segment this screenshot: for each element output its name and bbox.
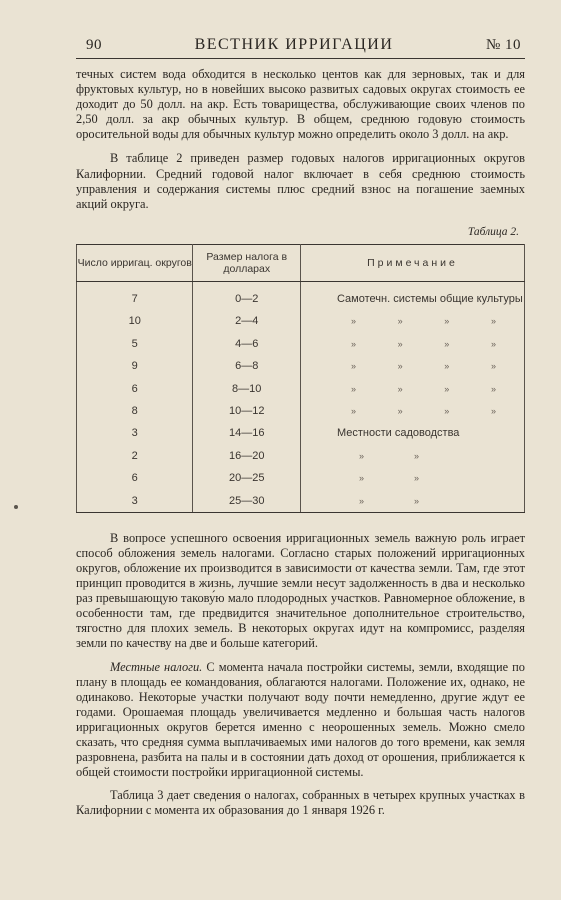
ditto-mark: » (350, 405, 356, 416)
cell-count: 7 (77, 281, 193, 310)
cell-count: 3 (77, 489, 193, 512)
binding-hole-mark (14, 505, 18, 509)
ditto-mark: » (397, 361, 403, 372)
cell-tax: 20—25 (193, 467, 301, 489)
ditto-mark: » (414, 495, 420, 506)
cell-note-ditto (300, 310, 524, 332)
cell-note-ditto (300, 467, 524, 489)
ditto-mark: » (397, 405, 403, 416)
ditto-mark: » (350, 338, 356, 349)
table-row (77, 355, 525, 377)
cell-note-ditto (300, 333, 524, 355)
table-row (77, 281, 525, 310)
paragraph-4 (76, 660, 525, 781)
cell-tax: 2—4 (193, 310, 301, 332)
paragraph-3: В вопросе успешного освоения ирригационных земель важную роль играет способ обложения земель налогами. Согласно старых положений ирригационных округов, обложение их производится в зависимости от качества земли. Там, где этот принцип проводится в жизнь, лучшие земли несут задолженность в два и несколько раз превышающую такову́ю мало плодородных участков. Равномерное обложение, в особенности там, где предвидится значительное дополнительное строительство, тягостно для плохих земель. В некоторых округах идут на компромисс, разделяя земли по качеству на две и больше категорий. (76, 530, 525, 651)
table-row (77, 377, 525, 399)
cell-note-ditto (300, 489, 524, 512)
cell-tax: 6—8 (193, 355, 301, 377)
tax-table (76, 244, 525, 513)
ditto-mark: » (350, 383, 356, 394)
table-row (77, 489, 525, 512)
cell-count: 6 (77, 377, 193, 399)
cell-note-ditto (300, 377, 524, 399)
cell-count: 10 (77, 310, 193, 332)
cell-tax: 16—20 (193, 445, 301, 467)
cell-note-ditto (300, 400, 524, 422)
ditto-mark: » (444, 383, 450, 394)
header-district-count: Число ирригац. округов (77, 244, 193, 281)
cell-count: 6 (77, 467, 193, 489)
page-header (76, 36, 525, 59)
ditto-mark: » (444, 338, 450, 349)
paragraph-1: течных систем вода обходится в несколько центов как для зерновых, так и для фруктовых культур, но в новейших высоко развитых садовых округах стоимость ее доходит до 50 долл. на акр. Есть товарищества, обслуживающие своих членов по 2,50 долл. за акр обычных культур. В общем, среднюю годовую стоимость оросительной воды для обычных культур можно определить около 3 долл. на акр. (76, 67, 525, 142)
ditto-mark: » (490, 405, 496, 416)
cell-tax: 0—2 (193, 281, 301, 310)
ditto-mark: » (397, 383, 403, 394)
ditto-mark: » (444, 316, 450, 327)
cell-tax: 14—16 (193, 422, 301, 444)
ditto-mark: » (490, 316, 496, 327)
cell-note: Местности садоводства (300, 422, 524, 444)
paragraph-4-heading: Местные налоги. (110, 659, 203, 674)
header-tax-size: Размер налога в долларах (193, 244, 301, 281)
ditto-mark: » (490, 338, 496, 349)
ditto-mark: » (350, 361, 356, 372)
cell-count: 3 (77, 422, 193, 444)
cell-tax: 4—6 (193, 333, 301, 355)
cell-tax: 10—12 (193, 400, 301, 422)
cell-count: 8 (77, 400, 193, 422)
journal-title: ВЕСТНИК ИРРИГАЦИИ (194, 36, 394, 53)
paragraph-5: Таблица 3 дает сведения о налогах, собранных в четырех крупных участках в Калифорнии с момента их образования до 1 января 1926 г. (76, 788, 525, 818)
issue-number: № 10 (485, 37, 521, 53)
cell-tax: 25—30 (193, 489, 301, 512)
ditto-mark: » (490, 361, 496, 372)
cell-tax: 8—10 (193, 377, 301, 399)
table-row (77, 467, 525, 489)
header-note: Примечание (300, 244, 524, 281)
ditto-mark: » (397, 338, 403, 349)
table-row (77, 422, 525, 444)
paragraph-2: В таблице 2 приведен размер годовых налогов ирригационных округов Калифорнии. Средний годовой налог включает в себя среднюю стоимость управления и содержания системы плюс средний взнос на погашение заемных акций округа. (76, 151, 525, 211)
ditto-mark: » (350, 316, 356, 327)
ditto-mark: » (444, 405, 450, 416)
cell-count: 5 (77, 333, 193, 355)
page-number: 90 (86, 37, 102, 53)
cell-count: 9 (77, 355, 193, 377)
ditto-mark: » (490, 383, 496, 394)
ditto-mark: » (397, 316, 403, 327)
table-header-row (77, 244, 525, 281)
ditto-mark: » (414, 473, 420, 484)
ditto-mark: » (358, 473, 364, 484)
ditto-mark: » (414, 450, 420, 461)
table-row (77, 400, 525, 422)
ditto-mark: » (444, 361, 450, 372)
table-row (77, 333, 525, 355)
ditto-mark: » (358, 495, 364, 506)
cell-count: 2 (77, 445, 193, 467)
paragraph-4-body: С момента начала постройки системы, земли, входящие по плану в площадь ее командования, облагаются налогами. Положение их, однако, не одинаково. Некоторые участки получают воду почти немедленно, другие ждут ее годами. Орошаемая площадь увеличивается медленно и большая часть налогов ирригационных округов берется именно с неорошенных земель. Можно смело сказать, что средняя сумма выплачиваемых ими налогов до того времени, как земля разровнена, разбита на палы и в состоянии дать доход от орошения, приближается к общей стоимости постройки ирригационной системы. (76, 659, 525, 780)
table-row (77, 310, 525, 332)
table-row (77, 445, 525, 467)
cell-note-ditto (300, 445, 524, 467)
cell-note-ditto (300, 355, 524, 377)
cell-note: Самотечн. системы общие культуры (300, 281, 524, 310)
ditto-mark: » (358, 450, 364, 461)
table-caption: Таблица 2. (467, 225, 519, 238)
